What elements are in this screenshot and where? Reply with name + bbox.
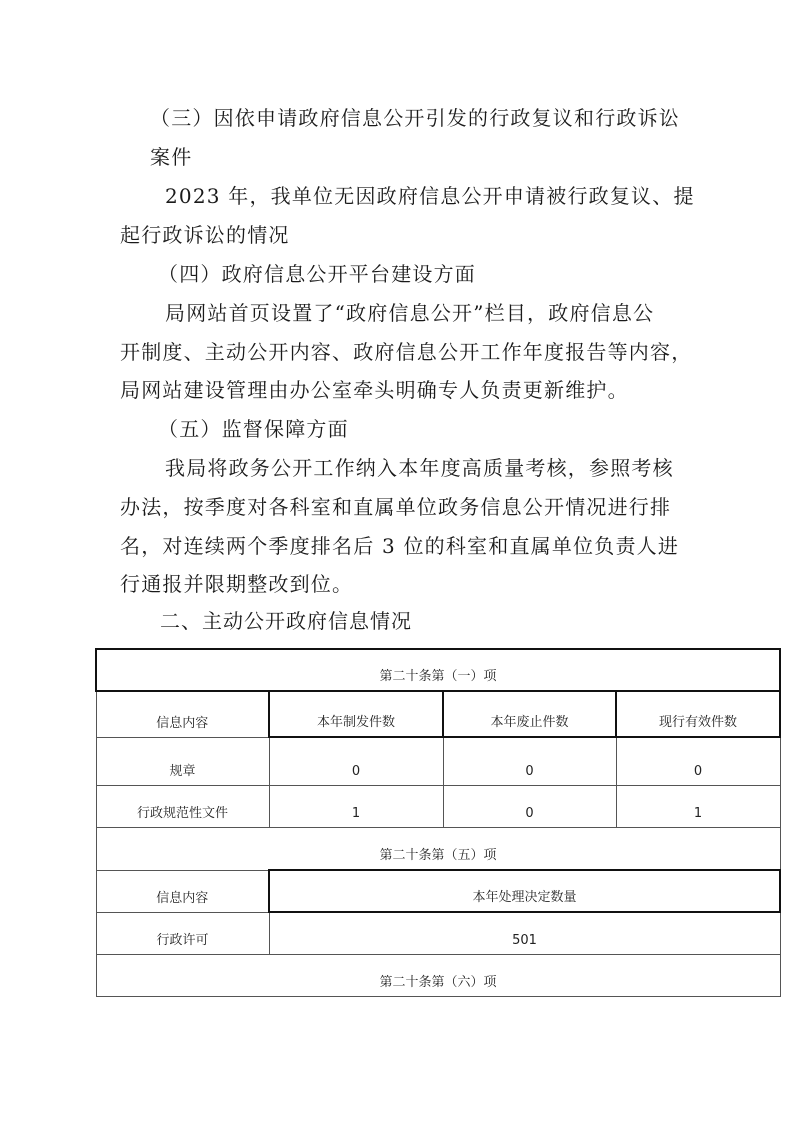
table-cell: 1 [616, 785, 780, 827]
subsection-heading: （四）政府信息公开平台建设方面 [158, 262, 476, 286]
header-cell: 本年处理决定数量 [269, 870, 780, 912]
section-title-cell: 第二十条第（一）项 [96, 649, 780, 691]
header-cell: 现行有效件数 [616, 691, 780, 737]
table-cell: 行政许可 [96, 912, 269, 954]
disclosure-table [95, 648, 781, 997]
table-section-row [96, 827, 780, 870]
paragraph-line: 案件 [150, 145, 193, 169]
header-cell: 信息内容 [96, 870, 269, 912]
header-cell: 本年制发件数 [269, 691, 443, 737]
header-cell: 本年废止件数 [443, 691, 616, 737]
paragraph-line: （三）因依申请政府信息公开引发的行政复议和行政诉讼 [150, 106, 680, 130]
table-cell: 0 [269, 737, 443, 785]
paragraph-line: 办法，按季度对各科室和直属单位政务信息公开情况进行排 [120, 495, 672, 519]
paragraph-line: 2023 年，我单位无因政府信息公开申请被行政复议、提 [165, 184, 695, 208]
table-cell: 0 [443, 737, 616, 785]
section-title-cell: 第二十条第（六）项 [96, 954, 780, 996]
table-section-row [96, 954, 780, 996]
section-title-cell: 第二十条第（五）项 [96, 827, 780, 870]
table-cell: 行政规范性文件 [96, 785, 269, 827]
paragraph-line: 开制度、主动公开内容、政府信息公开工作年度报告等内容， [120, 340, 693, 364]
header-cell: 信息内容 [96, 691, 269, 737]
paragraph-line: 名，对连续两个季度排名后 3 位的科室和直属单位负责人进 [120, 534, 680, 558]
subsection-heading: （五）监督保障方面 [158, 417, 349, 441]
table-header-row [96, 691, 780, 737]
paragraph-line: 行通报并限期整改到位。 [120, 572, 354, 596]
paragraph-line: 局网站首页设置了“政府信息公开”栏目，政府信息公 [165, 301, 655, 325]
table-cell: 规章 [96, 737, 269, 785]
table-cell: 0 [443, 785, 616, 827]
table-row [96, 785, 780, 827]
table-row [96, 912, 780, 954]
paragraph-line: 起行政诉讼的情况 [120, 223, 290, 247]
table-row [96, 737, 780, 785]
table-section-row [96, 649, 780, 691]
table-cell: 1 [269, 785, 443, 827]
table-cell: 501 [269, 912, 780, 954]
section-title: 二、主动公开政府信息情况 [160, 609, 412, 633]
paragraph-line: 局网站建设管理由办公室牵头明确专人负责更新维护。 [120, 378, 629, 402]
table-header-row [96, 870, 780, 912]
table-cell: 0 [616, 737, 780, 785]
paragraph-line: 我局将政务公开工作纳入本年度高质量考核，参照考核 [165, 456, 674, 480]
